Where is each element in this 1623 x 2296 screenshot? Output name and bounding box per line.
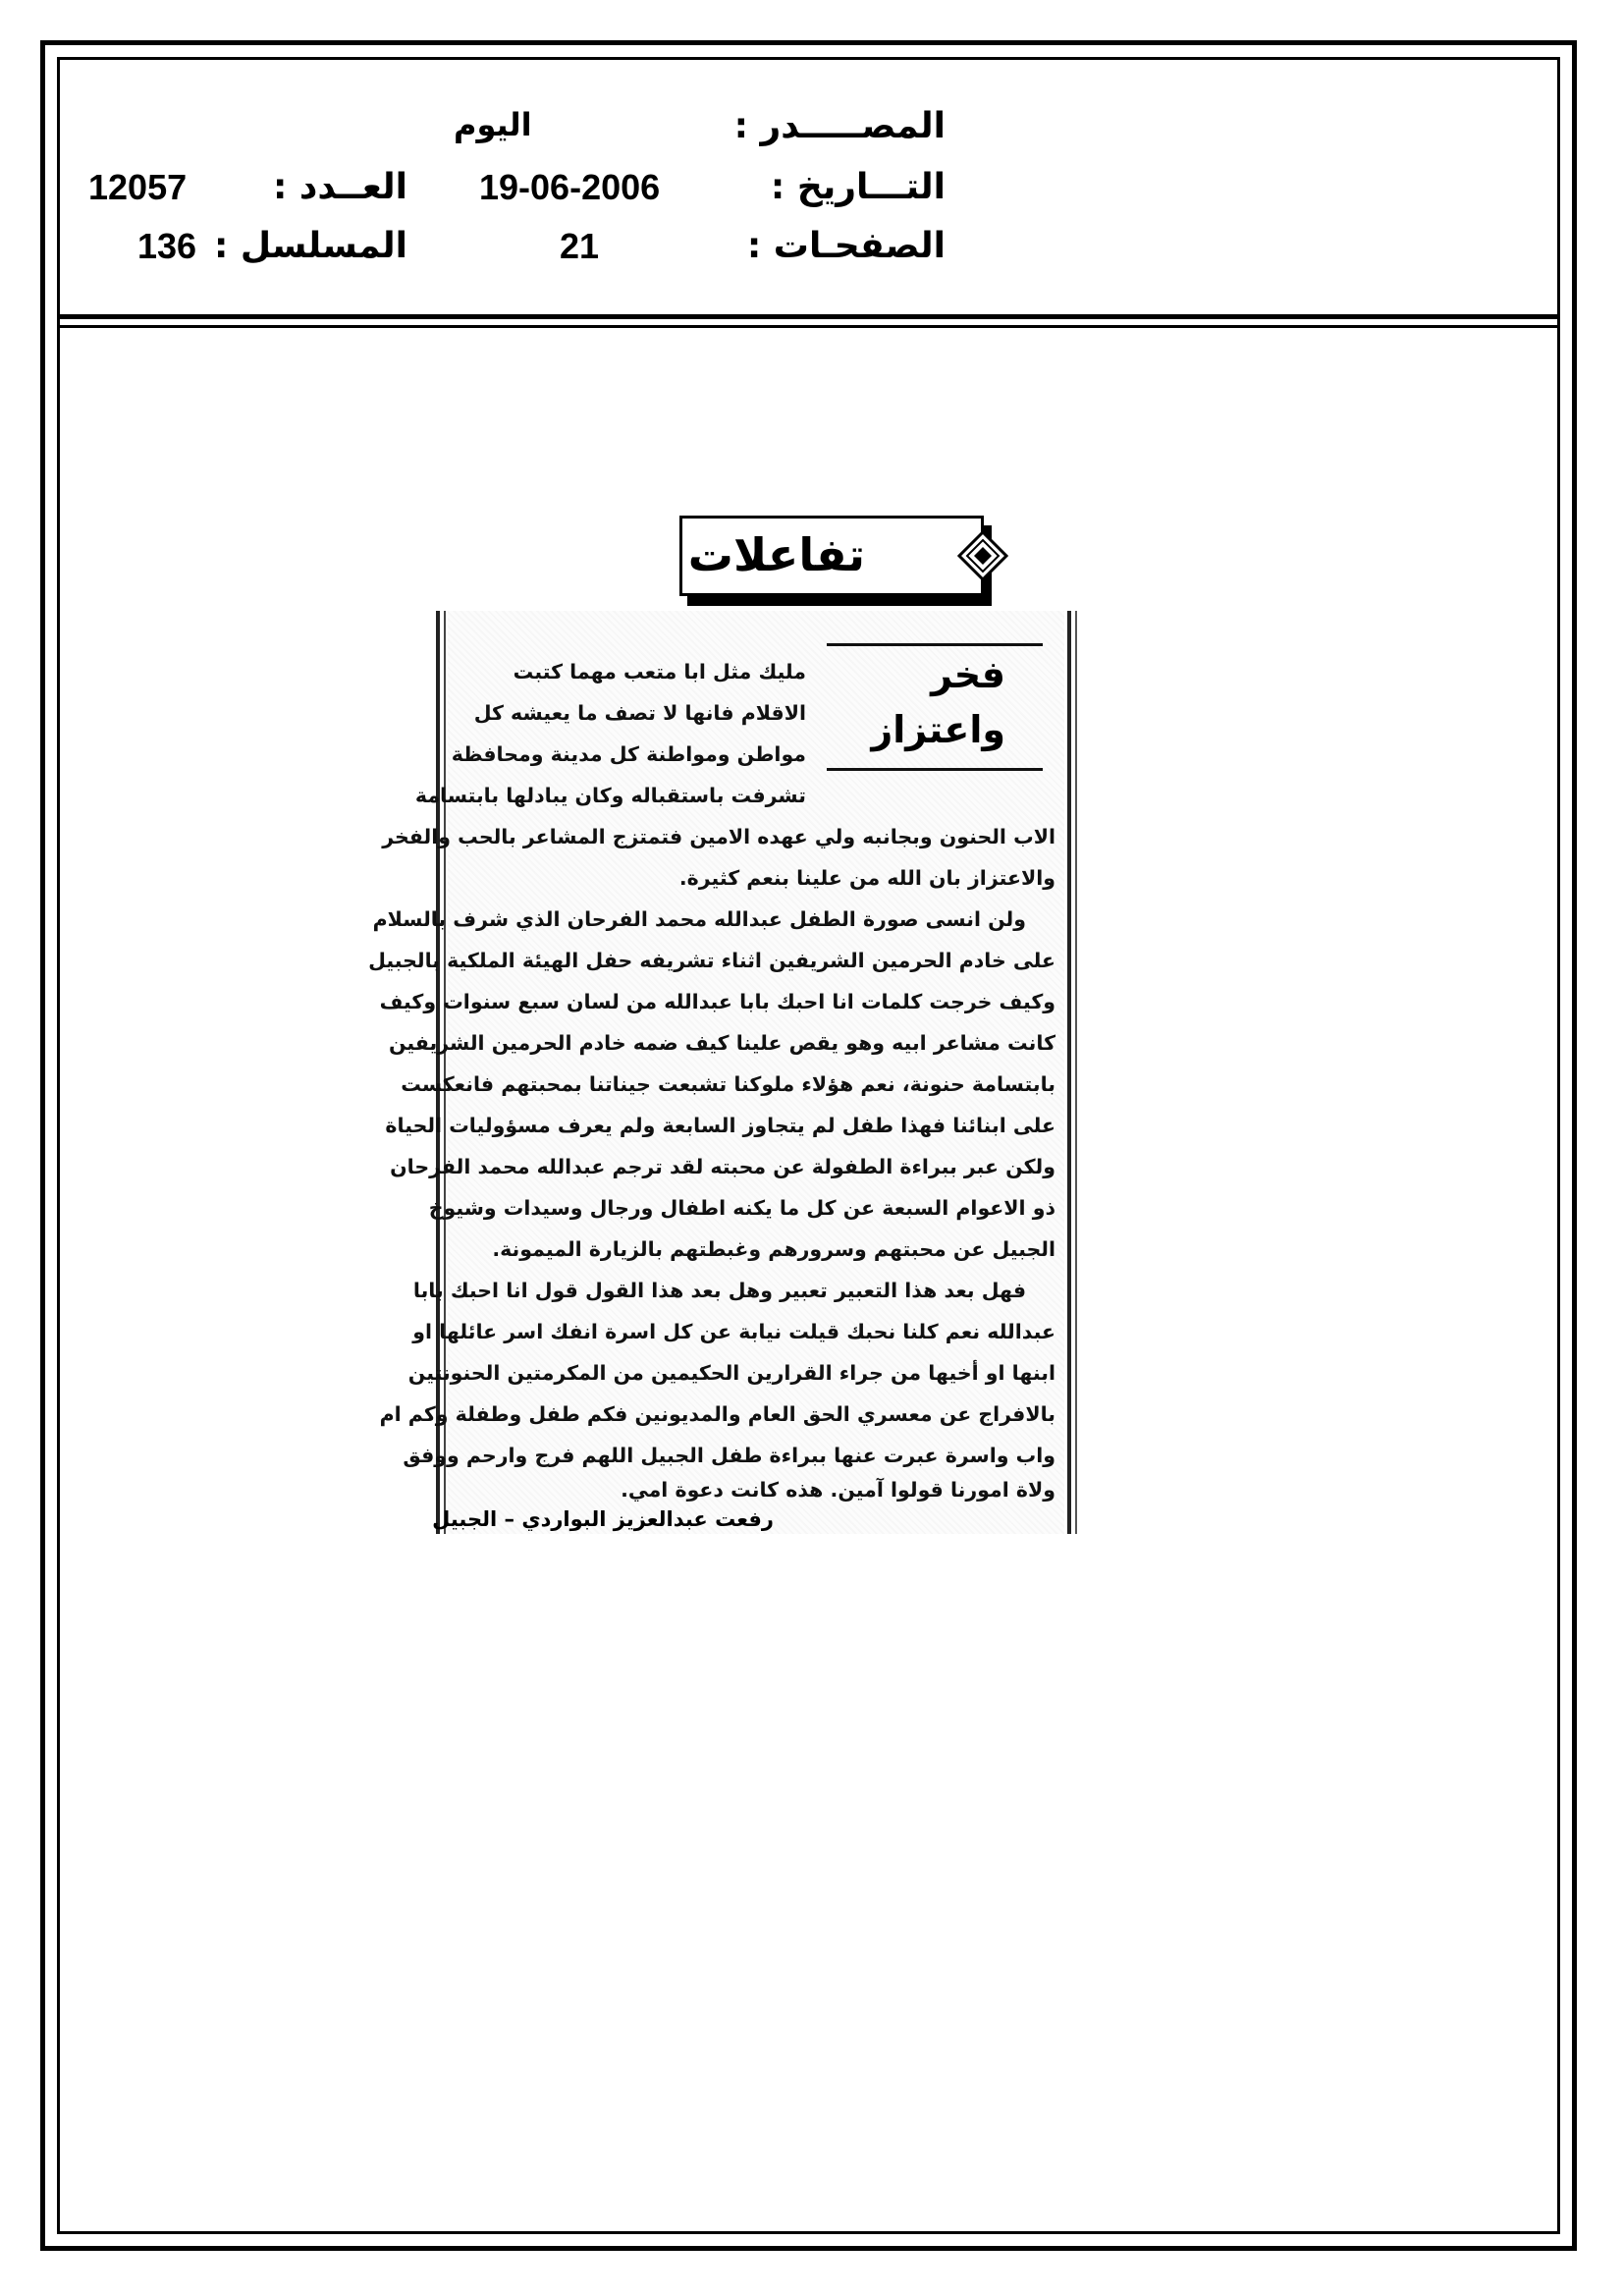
article-line: فهل بعد هذا التعبير تعبير وهل بعد هذا القول قول انا احبك بابا xyxy=(412,1279,1026,1302)
headline-rule-top xyxy=(827,643,1043,646)
header-divider xyxy=(57,314,1560,319)
header-divider-thin xyxy=(57,325,1560,328)
article-line: ولن انسى صورة الطفل عبدالله محمد الفرحان الذي شرف بالسلام xyxy=(372,907,1026,931)
section-title: تفاعلات xyxy=(687,528,865,581)
article-line: كانت مشاعر ابيه وهو يقص علينا كيف ضمه خادم الحرمين الشريفين xyxy=(388,1031,1055,1055)
article-right-rule xyxy=(1067,611,1071,1534)
pages-value: 21 xyxy=(560,226,600,266)
article-line: عبدالله نعم كلنا نحبك قيلت نيابة عن كل اسرة انفك اسر عائلها او xyxy=(412,1320,1055,1343)
issue-value: 12057 xyxy=(88,167,188,207)
pages-label: الصفحـات : xyxy=(746,226,946,266)
article-headline xyxy=(827,643,1043,771)
article-line: بابتسامة حنونة، نعم هؤلاء ملوكنا تشبعت جيناتنا بمحبتهم فانعكست xyxy=(401,1072,1055,1096)
source-label: المصـــــدر : xyxy=(733,106,946,146)
article-line: مواطن ومواطنة كل مدينة ومحافظة xyxy=(451,742,806,766)
article-signature: رفعت عبدالعزيز البواردي – الجبيل xyxy=(432,1507,774,1531)
serial-value: 136 xyxy=(137,226,197,266)
date-label: التـــاريخ : xyxy=(770,167,946,207)
source-value: اليوم xyxy=(454,106,532,143)
date-value: 19-06-2006 xyxy=(479,167,661,207)
headline-rule-bottom xyxy=(827,768,1043,771)
article-line: مليك مثل ابا متعب مهما كتبت xyxy=(513,660,806,683)
article-line: ذو الاعوام السبعة عن كل ما يكنه اطفال ورجال وسيدات وشيوخ xyxy=(428,1196,1055,1220)
serial-label: المسلسل : xyxy=(213,226,407,266)
diamond-ornament-icon xyxy=(957,530,1008,581)
article-line: الاب الحنون وبجانبه ولي عهده الامين فتمتزج المشاعر بالحب والفخر xyxy=(382,825,1055,848)
article-line: على خادم الحرمين الشريفين اثناء تشريفه حفل الهيئة الملكية بالجبيل xyxy=(368,949,1055,972)
headline-line-2: واعتزاز xyxy=(871,708,1005,751)
article-line: على ابنائنا فهذا طفل لم يتجاوز السابعة ولم يعرف مسؤوليات الحياة xyxy=(385,1114,1055,1137)
article-line: ولكن عبر ببراءة الطفولة عن محبته لقد ترجم عبدالله محمد الفرحان xyxy=(390,1155,1055,1178)
headline-line-1: فخر xyxy=(931,653,1005,696)
article-line: الجبيل عن محبتهم وسرورهم وغبطتهم بالزيارة الميمونة. xyxy=(492,1237,1055,1261)
article-line: تشرفت باستقباله وكان يبادلها بابتسامة xyxy=(414,784,806,807)
article-line: واب واسرة عبرت عنها ببراءة طفل الجبيل اللهم فرج وارحم ووفق xyxy=(403,1444,1055,1467)
article-line: والاعتزاز بان الله من علينا بنعم كثيرة. xyxy=(678,866,1055,890)
article-line: ابنها او أخيها من جراء القرارين الحكيمين من المكرمتين الحنونتين xyxy=(407,1361,1055,1385)
article-line: وكيف خرجت كلمات انا احبك بابا عبدالله من لسان سبع سنوات وكيف xyxy=(379,990,1055,1013)
article-line: ولاة امورنا قولوا آمين. هذه كانت دعوة امي. xyxy=(621,1478,1055,1502)
article-right-rule-thin xyxy=(1075,611,1077,1534)
issue-label: العــدد : xyxy=(273,167,407,207)
article-line: بالافراج عن معسري الحق العام والمديونين فكم طفل وطفلة وكم ام xyxy=(379,1402,1055,1426)
section-banner xyxy=(679,516,984,596)
article-line: الاقلام فانها لا تصف ما يعيشه كل xyxy=(473,701,806,725)
